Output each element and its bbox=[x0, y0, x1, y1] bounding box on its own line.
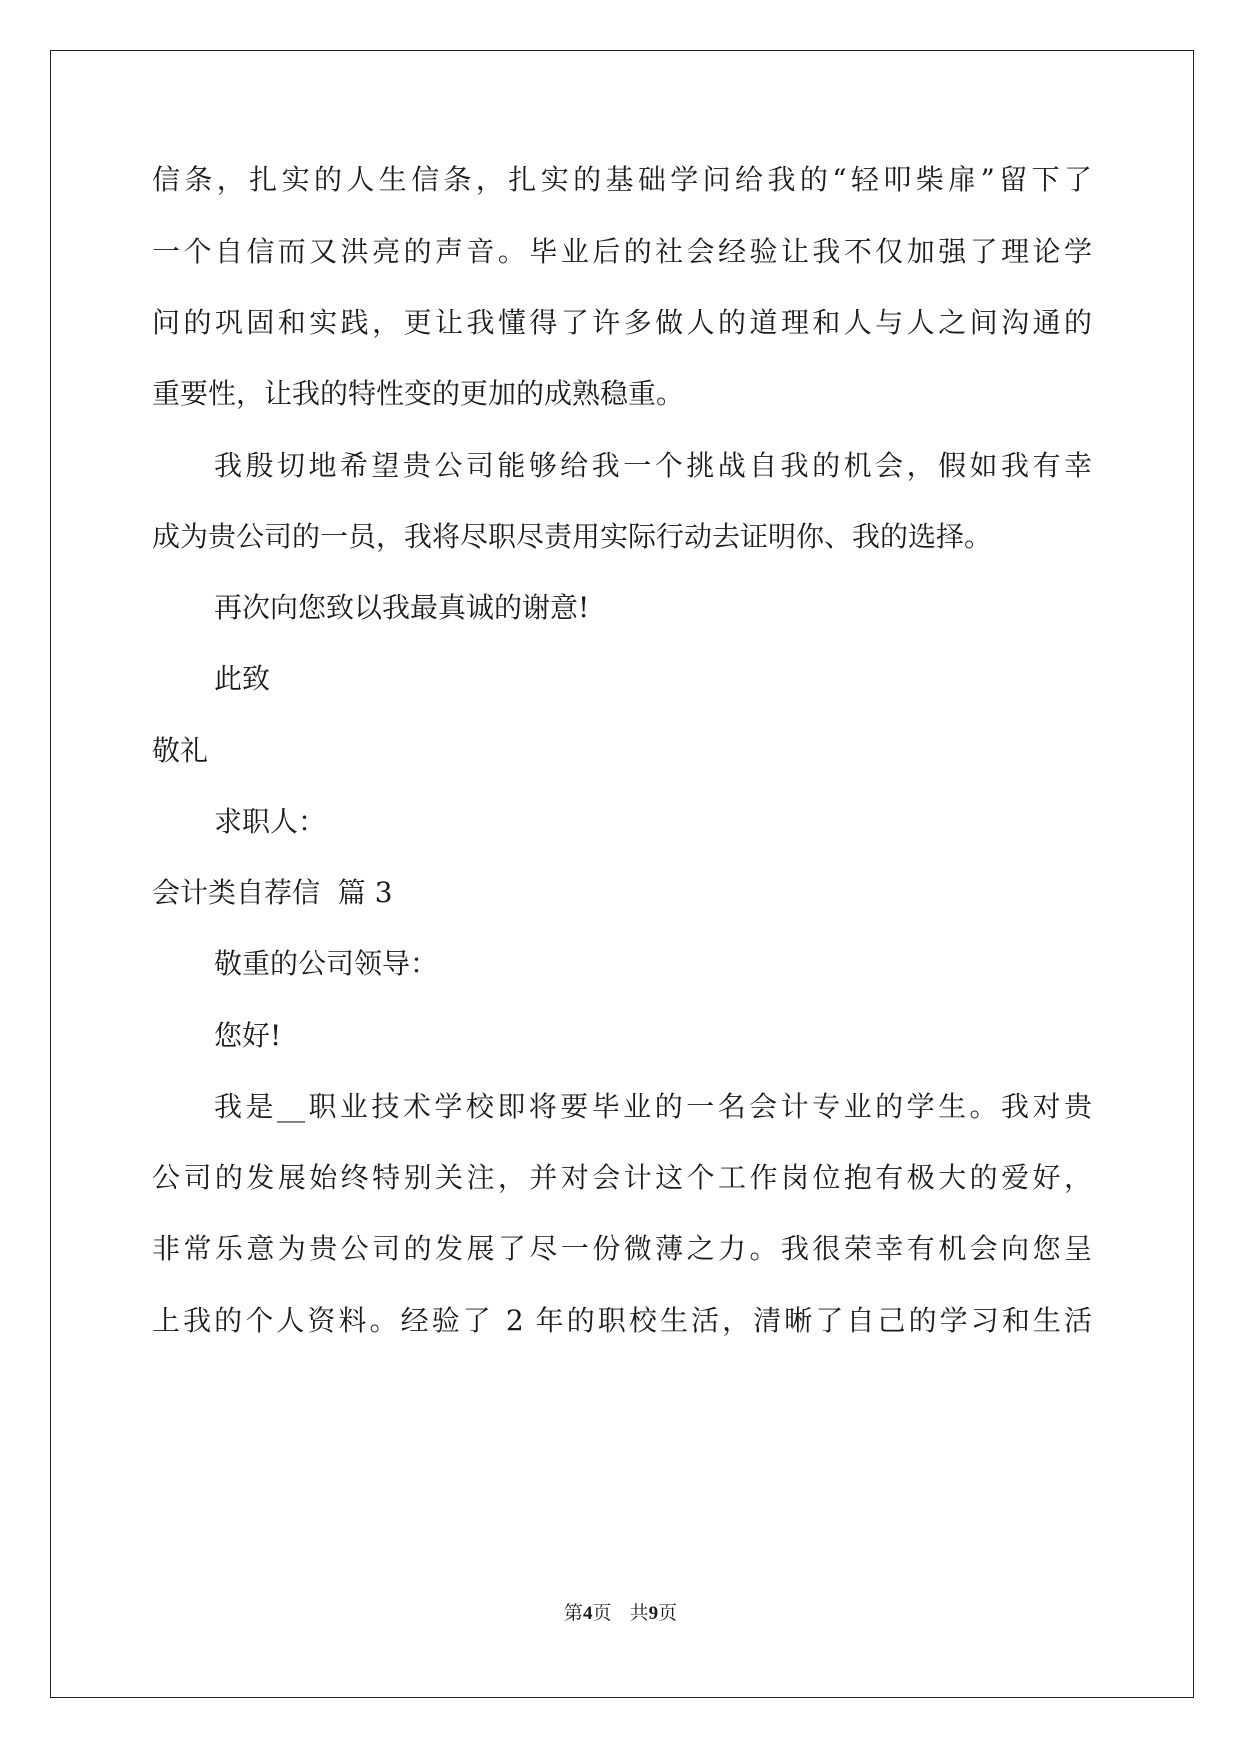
text-line: 重要性，让我的特性变的更加的成熟稳重。 bbox=[152, 377, 685, 410]
footer-suffix: 页 bbox=[658, 1602, 678, 1624]
page-footer bbox=[0, 1598, 1241, 1625]
total-page-number: 9 bbox=[648, 1603, 659, 1624]
closing-line: 此致 bbox=[214, 662, 271, 695]
signature-line: 求职人： bbox=[214, 805, 327, 838]
greeting-line: 敬重的公司领导： bbox=[214, 947, 439, 980]
footer-prefix: 第 bbox=[563, 1602, 583, 1624]
text-line: 公司的发展始终特别关注，并对会计这个工作岗位抱有极大的爱好， bbox=[152, 1161, 1092, 1194]
text-line: 上我的个人资料。经验了 2 年的职校生活，清晰了自己的学习和生活 bbox=[152, 1304, 1092, 1337]
text-line: 成为贵公司的一员，我将尽职尽责用实际行动去证明你、我的选择。 bbox=[152, 520, 993, 553]
text-line: 信条，扎实的人生信条，扎实的基础学问给我的“轻叩柴扉”留下了 bbox=[152, 163, 1092, 196]
current-page-number: 4 bbox=[582, 1603, 593, 1624]
text-line: 再次向您致以我最真诚的谢意! bbox=[214, 591, 590, 624]
text-line: 我是__职业技术学校即将要毕业的一名会计专业的学生。我对贵 bbox=[214, 1090, 1092, 1123]
text-line: 一个自信而又洪亮的声音。毕业后的社会经验让我不仅加强了理论学 bbox=[152, 235, 1092, 268]
footer-mid: 页 共 bbox=[592, 1602, 649, 1624]
closing-line: 敬礼 bbox=[152, 734, 209, 767]
section-title: 会计类自荐信 篇 3 bbox=[152, 876, 393, 909]
text-line: 我殷切地希望贵公司能够给我一个挑战自我的机会，假如我有幸 bbox=[214, 449, 1092, 482]
greeting-line: 您好! bbox=[214, 1019, 282, 1052]
text-line: 非常乐意为贵公司的发展了尽一份微薄之力。我很荣幸有机会向您呈 bbox=[152, 1232, 1092, 1265]
text-line: 问的巩固和实践，更让我懂得了许多做人的道理和人与人之间沟通的 bbox=[152, 306, 1092, 339]
